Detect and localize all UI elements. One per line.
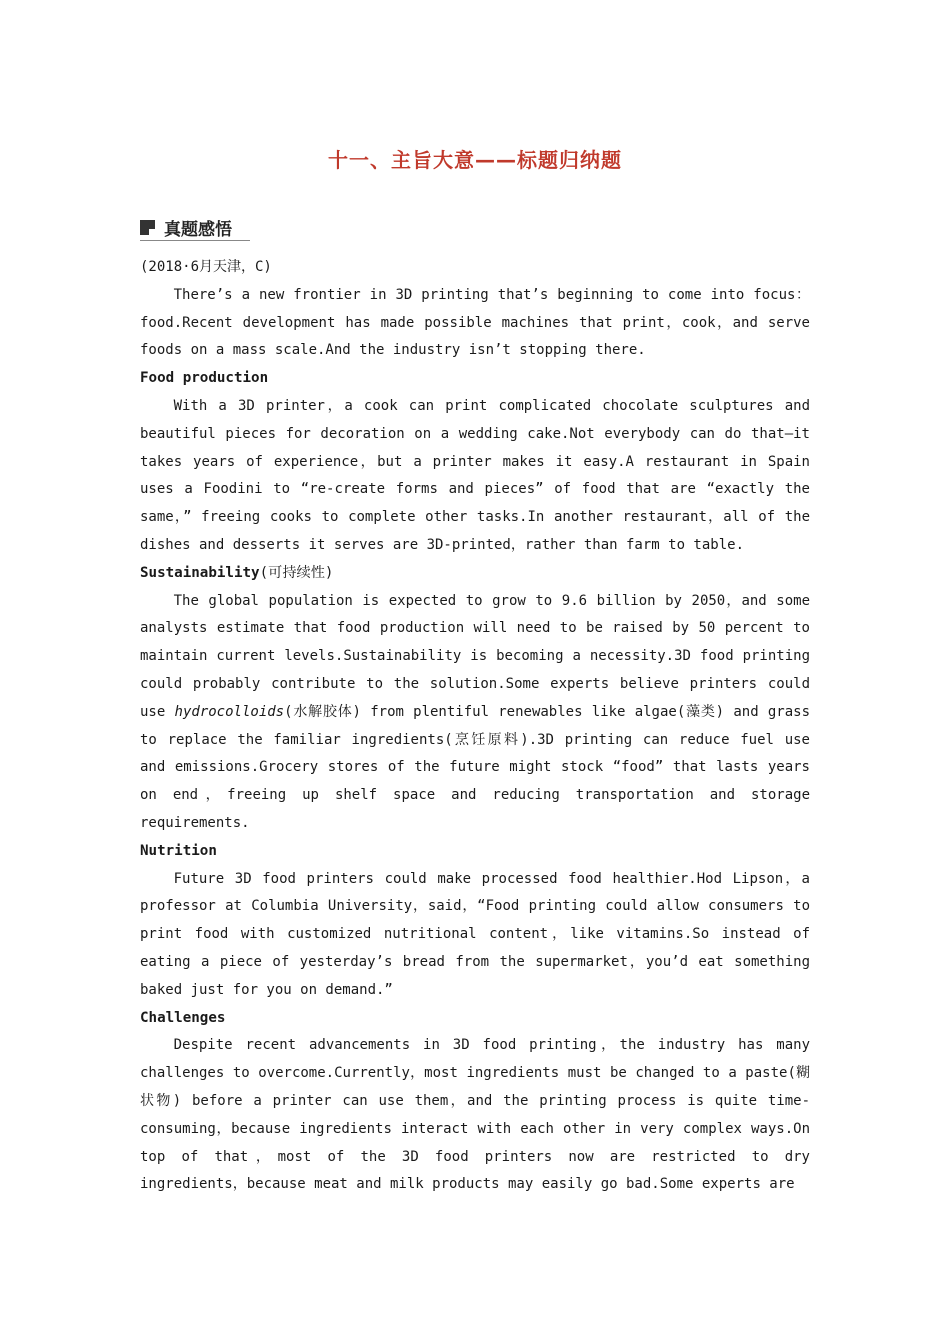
paragraph-intro: There’s a new frontier in 3D printing that’s beginning to come into focus：food.Recent development has made possible machines that print，cook，and serve foods on a mass scale.And the industry isn’t stopping there.	[140, 286, 810, 359]
paragraph-nutrition: Future 3D food printers could make processed food healthier.Hod Lipson，a professor at Columbia University，said，“Food printing could allow consumers to print food with customized nutritional content，like vitamins.So instead of eating a piece of yesterday’s bread from the supermarket，you’d eat something baked just for you on demand.”	[140, 870, 810, 998]
italic-term: hydrocolloids	[174, 703, 285, 720]
heading-food-production: Food production	[140, 370, 269, 387]
heading-challenges: Challenges	[140, 1009, 226, 1026]
heading-sustainability	[140, 560, 810, 588]
source-note: (2018·6月天津，C)	[140, 259, 272, 275]
heading-nutrition: Nutrition	[140, 842, 217, 859]
page-title: 十一、主旨大意——标题归纳题	[328, 148, 622, 172]
paragraph-sustainability	[140, 588, 810, 838]
section-heading	[140, 214, 250, 241]
paragraph-food-production: With a 3D printer，a cook can print complicated chocolate sculptures and beautiful pieces for decoration on a wedding cake.Not everybody can do that—it takes years of experience，but a printer makes it easy.A restaurant in Spain uses a Foodini to “re-create forms and pieces” of food that are “exactly the same，” freeing cooks to complete other tasks.In another restaurant，all of the dishes and desserts it serves are 3D-printed，rather than farm to table.	[140, 397, 810, 553]
section-heading-label: 真题感悟	[164, 219, 232, 240]
heading-sustainability-en: Sustainability	[140, 564, 260, 581]
paragraph-challenges: Despite recent advancements in 3D food printing，the industry has many challenges to overcome.Currently，most ingredients must be changed to a paste(糊状物) before a printer can use them，and the printing process is quite time-consuming，because ingredients interact with each other in very complex ways.On top of that，most of the 3D food printers now are restricted to dry ingredients，because meat and milk products may easily go bad.Some experts are	[140, 1037, 810, 1193]
paragraph-sustainability-part2: (水解胶体) from plentiful renewables like algae(藻类) and grass to replace the familiar ingredients(烹饪原料).3D printing can reduce fuel use and emissions.Grocery stores of the future might stock “food” that lasts years on end，freeing up shelf space and reducing transportation and storage requirements.	[140, 703, 810, 831]
article-body	[140, 254, 810, 1199]
paragraph-sustainability-part1: The global population is expected to grow to 9.6 billion by 2050，and some analysts estimate that food production will need to be raised by 50 percent to maintain current levels.Sustainability is becoming a necessity.3D food printing could probably contribute to the solution.Some experts believe printers could use	[140, 592, 810, 720]
heading-sustainability-cn: (可持续性)	[259, 564, 334, 581]
square-bullet-icon	[140, 220, 155, 235]
